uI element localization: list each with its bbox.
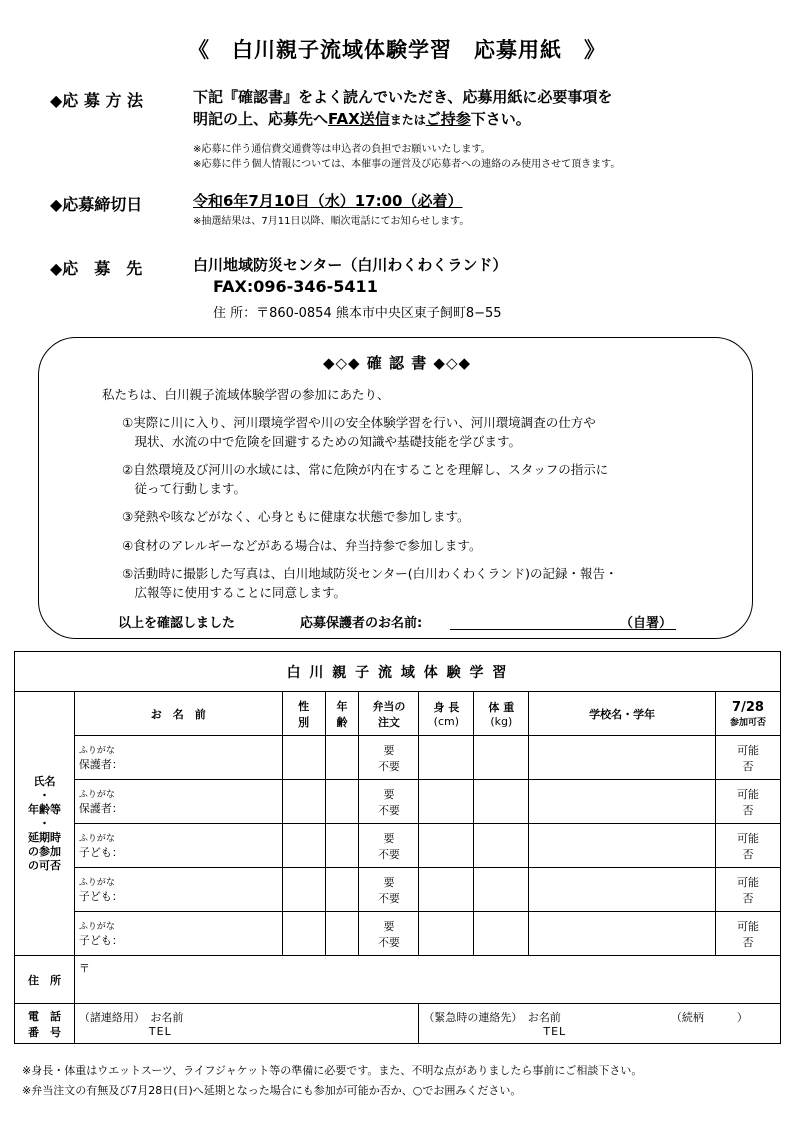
weight-cell[interactable]	[474, 868, 529, 912]
age-cell[interactable]	[325, 912, 359, 956]
confirmation-intro: 私たちは、白川親子流域体験学習の参加にあたり、	[102, 387, 390, 402]
header-weight: 体 重 (kg)	[474, 692, 529, 736]
name-cell[interactable]: ふりがな 子ども：	[74, 912, 282, 956]
signature-self-label: （自署）	[620, 616, 673, 631]
age-cell[interactable]	[325, 824, 359, 868]
confirmation-item-1b: 現状、水流の中で危険を回避するための知識や基礎技能を学びます。	[122, 434, 522, 449]
confirmation-guardian-label: 応募保護者のお名前:	[300, 616, 423, 631]
destination-address: 住 所：〒860-0854 熊本市中央区東子飼町8−55	[213, 306, 502, 321]
table-row	[15, 780, 781, 824]
weight-cell[interactable]	[474, 780, 529, 824]
confirmation-title: ◆◇◆ 確 認 書 ◆◇◆	[322, 354, 472, 372]
confirmation-sign-label: 以上を確認しました	[118, 616, 236, 631]
destination-name: 白川地域防災センター（白川わくわくランド）	[193, 256, 508, 274]
footnote-2: ※弁当注文の有無及び7月28日(日)へ延期となった場合にも参加が可能か否か、○でお囲みください。	[22, 1084, 522, 1097]
attendance-cell[interactable]: 可能 否	[715, 868, 780, 912]
header-name: お 名 前	[74, 692, 282, 736]
confirmation-item-5b: 広報等に使用することに同意します。	[122, 585, 347, 600]
age-cell[interactable]	[325, 868, 359, 912]
method-line-1: 下記『確認書』をよく読んでいただき、応募用紙に必要事項を	[193, 88, 613, 106]
confirmation-item-1a: ①実際に川に入り、河川環境学習や川の安全体験学習を行い、河川環境調査の仕方や	[122, 415, 596, 430]
footnote-1: ※身長・体重はウエットスーツ、ライフジャケット等の準備に必要です。また、不明な点がありましたら事前にご相談下さい。	[22, 1064, 643, 1077]
application-form-table	[14, 651, 781, 1044]
bento-cell[interactable]: 要 不要	[359, 736, 419, 780]
deadline-label: ◆応募締切日	[50, 195, 143, 214]
table-row	[15, 912, 781, 956]
weight-cell[interactable]	[474, 736, 529, 780]
confirmation-item-2a: ②自然環境及び河川の水域には、常に危険が内在することを理解し、スタッフの指示に	[122, 462, 609, 477]
header-date: 7/28 参加可否	[715, 692, 780, 736]
table-row	[15, 736, 781, 780]
confirmation-item-3: ③発熱や咳などがなく、心身ともに健康な状態で参加します。	[122, 509, 470, 524]
phone-contact-field[interactable]: （諸連絡用） お名前 TEL	[74, 1004, 418, 1044]
sex-cell[interactable]	[282, 780, 325, 824]
school-cell[interactable]	[529, 912, 716, 956]
method-label: ◆応 募 方 法	[50, 91, 144, 110]
deadline-value: 令和6年7月10日（水）17:00（必着）	[193, 192, 463, 210]
weight-cell[interactable]	[474, 912, 529, 956]
method-note-1: ※応募に伴う通信費交通費等は申込者の負担でお願いいたします。	[193, 144, 491, 155]
table-row	[15, 868, 781, 912]
height-cell[interactable]	[419, 868, 474, 912]
school-cell[interactable]	[529, 868, 716, 912]
attendance-cell[interactable]: 可能 否	[715, 824, 780, 868]
height-cell[interactable]	[419, 912, 474, 956]
header-age: 年 齢	[325, 692, 359, 736]
name-cell[interactable]: ふりがな 子ども：	[74, 868, 282, 912]
weight-cell[interactable]	[474, 824, 529, 868]
age-cell[interactable]	[325, 736, 359, 780]
sex-cell[interactable]	[282, 824, 325, 868]
age-cell[interactable]	[325, 780, 359, 824]
name-cell[interactable]: ふりがな 保護者：	[74, 780, 282, 824]
height-cell[interactable]	[419, 824, 474, 868]
sex-cell[interactable]	[282, 868, 325, 912]
table-row	[15, 824, 781, 868]
school-cell[interactable]	[529, 780, 716, 824]
name-cell[interactable]: ふりがな 子ども：	[74, 824, 282, 868]
sex-cell[interactable]	[282, 736, 325, 780]
method-note-2: ※応募に伴う個人情報については、本催事の運営及び応募者への連絡のみ使用させて頂きます。	[193, 159, 621, 170]
bento-cell[interactable]: 要 不要	[359, 780, 419, 824]
sex-cell[interactable]	[282, 912, 325, 956]
form-title: 白 川 親 子 流 域 体 験 学 習	[15, 652, 781, 692]
height-cell[interactable]	[419, 780, 474, 824]
destination-label: ◆応 募 先	[50, 259, 143, 278]
school-cell[interactable]	[529, 824, 716, 868]
bento-cell[interactable]: 要 不要	[359, 868, 419, 912]
address-field[interactable]: 〒	[74, 956, 780, 1004]
header-school: 学校名・学年	[529, 692, 716, 736]
attendance-cell[interactable]: 可能 否	[715, 912, 780, 956]
school-cell[interactable]	[529, 736, 716, 780]
form-side-label: 氏名 ・ 年齢等 ・ 延期時 の参加 の可否	[15, 692, 75, 956]
attendance-cell[interactable]: 可能 否	[715, 780, 780, 824]
bento-cell[interactable]: 要 不要	[359, 912, 419, 956]
method-line-2: 明記の上、応募先へFAX送信またはご持参下さい。	[193, 110, 531, 128]
header-sex: 性 別	[282, 692, 325, 736]
phone-emergency-field[interactable]: （緊急時の連絡先） お名前 （続柄 ） TEL	[419, 1004, 781, 1044]
deadline-note: ※抽選結果は、7月11日以降、順次電話にてお知らせします。	[193, 216, 470, 227]
address-label: 住 所	[15, 956, 75, 1004]
height-cell[interactable]	[419, 736, 474, 780]
phone-label: 電 話 番 号	[15, 1004, 75, 1044]
page-title: 《 白川親子流域体験学習 応募用紙 》	[188, 38, 606, 62]
confirmation-item-5a: ⑤活動時に撮影した写真は、白川地域防災センター(白川わくわくランド)の記録・報告・	[122, 566, 618, 581]
attendance-cell[interactable]: 可能 否	[715, 736, 780, 780]
bento-cell[interactable]: 要 不要	[359, 824, 419, 868]
destination-fax: FAX:096-346-5411	[213, 277, 378, 296]
confirmation-item-2b: 従って行動します。	[122, 481, 247, 496]
name-cell[interactable]: ふりがな 保護者：	[74, 736, 282, 780]
header-bento: 弁当の 注文	[359, 692, 419, 736]
confirmation-item-4: ④食材のアレルギーなどがある場合は、弁当持参で参加します。	[122, 538, 482, 553]
header-height: 身 長 (cm)	[419, 692, 474, 736]
